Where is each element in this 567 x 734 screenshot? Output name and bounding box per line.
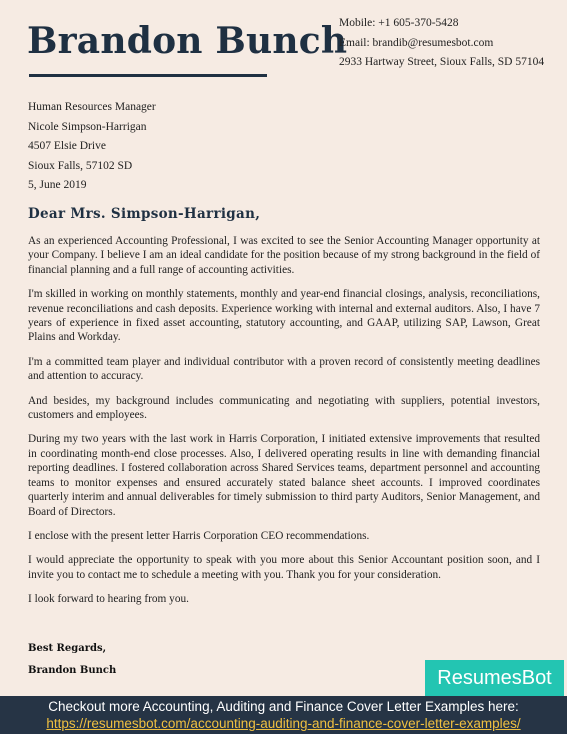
- body-paragraph: As an experienced Accounting Professional, I was excited to see the Senior Accounting Manager opportunity at your Company. I believe I am an ideal candidate for the position because of my strong background in the field of financial planning and a full range of accounting activities.: [28, 235, 540, 276]
- contact-email: Email: brandib@resumesbot.com: [339, 36, 494, 49]
- closing-signature-name: Brandon Bunch: [28, 665, 117, 676]
- body-paragraph: I look forward to hearing from you.: [28, 593, 189, 606]
- sender-name: Brandon Bunch: [27, 20, 348, 62]
- body-paragraph: I enclose with the present letter Harris Corporation CEO recommendations.: [28, 529, 370, 542]
- recipient-city: Sioux Falls, 57102 SD: [28, 159, 133, 172]
- recipient-block: [28, 98, 156, 196]
- letter-body: [28, 234, 540, 617]
- footer-link[interactable]: https://resumesbot.com/accounting-auditing-and-finance-cover-letter-examples/: [46, 716, 521, 731]
- contact-address: 2933 Hartway Street, Sioux Falls, SD 57104: [339, 56, 545, 68]
- body-paragraph: I would appreciate the opportunity to speak with you more about this Senior Accountant position soon, and I invite you to contact me to schedule a meeting with you. Thank you for your consideration.: [28, 554, 540, 581]
- closing-block: [28, 638, 116, 682]
- recipient-street: 4507 Elsie Drive: [28, 140, 106, 152]
- recipient-title: Human Resources Manager: [28, 101, 156, 113]
- body-paragraph: I'm skilled in working on monthly statements, monthly and year-end financial closings, analysis, reconciliations, revenue reconciliations and cash deposits. Experience working with internal and external auditors. Also, I have 7 years of experience in fixed asset accounting, statutory accounting, and GAAP, utilizing SAP, Lawson, Great Plains and Workday.: [28, 288, 540, 344]
- name-underline-divider: [29, 74, 267, 77]
- body-paragraph: And besides, my background includes communicating and negotiating with suppliers, potential investors, customers and employees.: [28, 394, 540, 422]
- footer-banner: [0, 696, 567, 734]
- body-paragraph: During my two years with the last work in Harris Corporation, I initiated extensive improvements that resulted in coordinating month-end close processes. Also, I delivered operating results in line with demanding financial reporting deadlines. I fostered collaboration across Shared Services teams, department personnel and accounting teams to monitor expenses and ensured accurately stated balance sheet accounts. I improved coordinates quarterly interim and annual deliverables for timely submission to third party Auditors, Senior Management, and Board of Directors.: [28, 433, 540, 518]
- footer-text: Checkout more Accounting, Auditing and Finance Cover Letter Examples here:: [48, 699, 519, 714]
- recipient-name: Nicole Simpson-Harrigan: [28, 120, 147, 133]
- closing-regards: Best Regards,: [28, 643, 107, 654]
- contact-info: [339, 14, 544, 73]
- body-paragraph: I'm a committed team player and individual contributor with a proven record of consistently meeting deadlines and attention to accuracy.: [28, 355, 540, 383]
- contact-mobile: Mobile: +1 605-370-5428: [339, 17, 459, 29]
- letter-date: 5, June 2019: [28, 179, 87, 191]
- salutation: Dear Mrs. Simpson-Harrigan,: [28, 206, 261, 222]
- resumesbot-logo-badge[interactable]: ResumesBot: [425, 660, 564, 696]
